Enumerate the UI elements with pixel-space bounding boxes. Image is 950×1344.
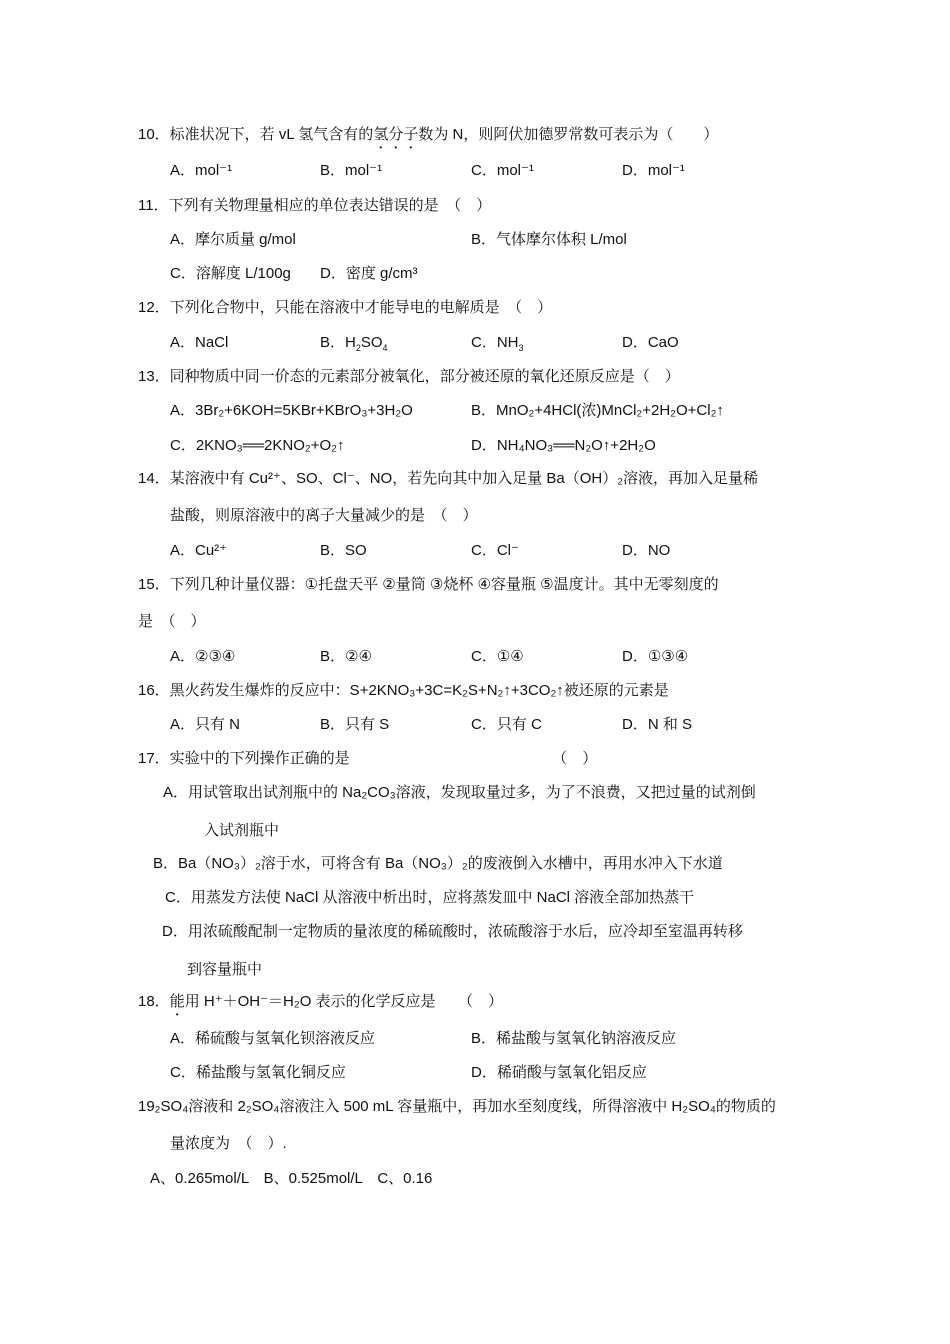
q17-option-d-line2: 到容量瓶中 (187, 961, 263, 978)
q11-option-b: B．气体摩尔体积 L/mol (471, 231, 627, 248)
q17-option-d-line1: D．用浓硫酸配制一定物质的量浓度的稀硫酸时，浓硫酸溶于水后，应冷却至室温再转移 (162, 923, 743, 940)
q16-option-a: A．只有 N (170, 716, 241, 733)
q17-stem: 17．实验中的下列操作正确的是 （ ） (138, 750, 598, 767)
q19-options: A、0.265mol/L B、0.525mol/L C、0.16 (150, 1170, 433, 1187)
q13-stem: 13．同种物质中同一价态的元素部分被氧化，部分被还原的氧化还原反应是（ ） (138, 368, 680, 385)
q16-option-b: B．只有 S (320, 716, 390, 733)
q18-option-a: A．稀硫酸与氢氧化钡溶液反应 (170, 1030, 376, 1047)
q11-option-c: C．溶解度 L/100g (170, 265, 291, 282)
q12-option-a: A．NaCl (170, 334, 229, 351)
q12-option-c: C．$NH_3$ (471, 334, 524, 353)
q17-option-b: B．Ba（NO₃）₂溶于水，可将含有 Ba（NO₃）₂的废液倒入水槽中，再用水冲入下水道 (153, 855, 723, 872)
q10-option-d: D．mol⁻¹ (622, 162, 685, 179)
q17-option-c: C．用蒸发方法使 NaCl 从溶液中析出时，应将蒸发皿中 NaCl 溶液全部加热蒸干 (165, 889, 695, 906)
q13-option-a: A．3Br₂+6KOH=5KBr+KBrO₃+3H₂O (170, 402, 413, 419)
q19-stem-line1: 19₂SO₄溶液和 2₂SO₄溶液注入 500 mL 容量瓶中，再加水至刻度线，所得溶液中 H₂SO₄的物质的 (138, 1098, 776, 1115)
q14-stem-line1: 14．某溶液中有 Cu²⁺、SO、Cl⁻、NO，若先向其中加入足量 Ba（OH）₂溶液，再加入足量稀 (138, 470, 759, 487)
q15-option-d: D．①③④ (622, 648, 689, 665)
q11-option-d: D．密度 g/cm³ (320, 265, 418, 282)
q12-option-d: D．CaO (622, 334, 679, 351)
q13-option-b: B．MnO₂+4HCl(浓)MnCl₂+2H₂O+Cl₂↑ (471, 402, 724, 419)
q11-option-a: A．摩尔质量 g/mol (170, 231, 296, 248)
q10-stem: 10．标准状况下，若 vL 氢气含有的氢分子数为 N，则阿伏加德罗常数可表示为（ ） (138, 126, 719, 143)
q16-option-c: C．只有 C (471, 716, 542, 733)
q15-stem-line1: 15．下列几种计量仪器：①托盘天平 ②量筒 ③烧杯 ④容量瓶 ⑤温度计。其中无零刻度的 (138, 576, 719, 593)
q18-option-c: C．稀盐酸与氢氧化铜反应 (170, 1064, 346, 1081)
q18-option-d: D．稀硝酸与氢氧化铝反应 (471, 1064, 647, 1081)
q10-option-a: A．mol⁻¹ (170, 162, 233, 179)
q10-option-b: B．mol⁻¹ (320, 162, 383, 179)
q13-option-d: D．NH₄NO₃══N₂O↑+2H₂O (471, 437, 656, 454)
q16-option-d: D．N 和 S (622, 716, 693, 733)
q12-option-b: B．$H_2SO_4$ (320, 334, 388, 353)
q12-stem: 12．下列化合物中，只能在溶液中才能导电的电解质是 （ ） (138, 299, 553, 316)
q13-option-c: C．2KNO₃══2KNO₂+O₂↑ (170, 437, 345, 454)
q14-option-d: D．NO (622, 542, 671, 559)
q18-option-b: B．稀盐酸与氢氧化钠溶液反应 (471, 1030, 677, 1047)
q14-stem-line2: 盐酸，则原溶液中的离子大量减少的是 （ ） (170, 507, 478, 524)
q18-stem: 18．能用 H⁺＋OH⁻＝H₂O 表示的化学反应是 （ ） (138, 993, 504, 1010)
q17-option-a-line2: 入试剂瓶中 (204, 822, 280, 839)
q11-stem: 11．下列有关物理量相应的单位表达错误的是 （ ） (138, 197, 492, 214)
q17-option-a-line1: A．用试管取出试剂瓶中的 Na₂CO₃溶液，发现取量过多，为了不浪费，又把过量的试剂倒 (163, 784, 756, 801)
q15-option-c: C．①④ (471, 648, 524, 665)
q14-option-c: C．Cl⁻ (471, 542, 519, 559)
q16-stem: 16．黑火药发生爆炸的反应中：S+2KNO₃+3C=K₂S+N₂↑+3CO₂↑被还原的元素是 (138, 682, 669, 699)
q10-option-c: C．mol⁻¹ (471, 162, 534, 179)
q15-option-b: B．②④ (320, 648, 372, 665)
q14-option-b: B．SO (320, 542, 367, 559)
q15-option-a: A．②③④ (170, 648, 236, 665)
q19-stem-line2: 量浓度为 （ ）. (170, 1135, 287, 1152)
q15-stem-line2: 是 （ ） (138, 613, 206, 630)
q14-option-a: A．Cu²⁺ (170, 542, 228, 559)
